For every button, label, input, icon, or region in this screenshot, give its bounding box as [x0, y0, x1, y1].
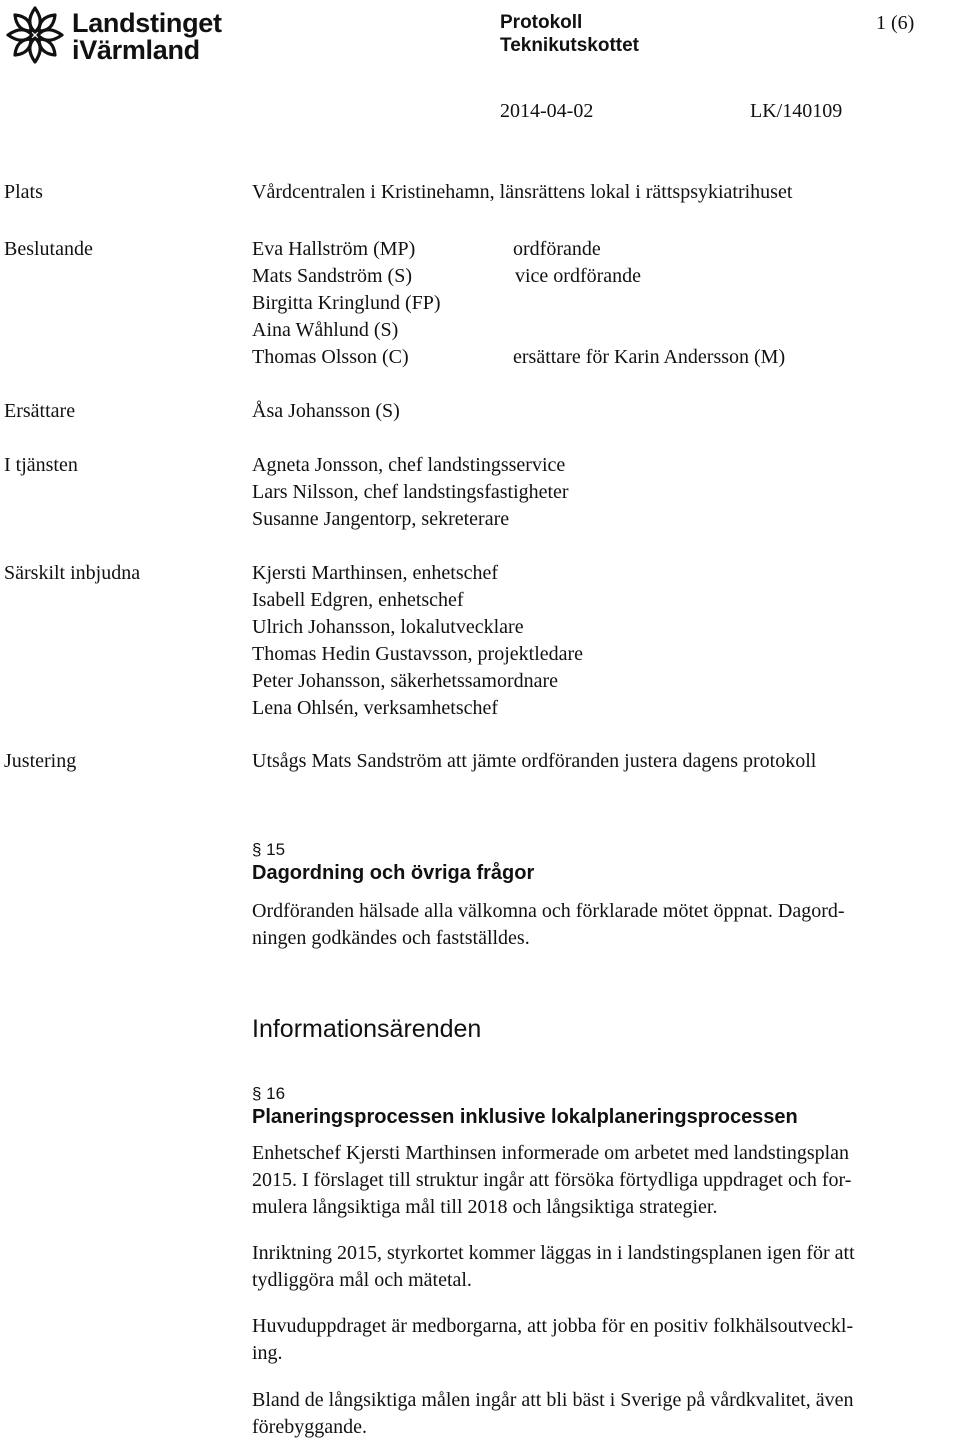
- document-type: Protokoll: [500, 12, 583, 33]
- beslutande-name: Birgitta Kringlund (FP): [252, 292, 441, 314]
- landstinget-logo: [4, 4, 234, 68]
- section-16-paragraph-2: [252, 1240, 958, 1294]
- sarskilt-item: Peter Johansson, säkerhetssamordnare: [252, 670, 559, 692]
- reference-number: LK/140109: [750, 100, 843, 122]
- section-16-paragraph-3: [252, 1313, 958, 1367]
- paragraph-line: ningen godkändes och fastställdes.: [252, 927, 530, 949]
- section-16-paragraph-4: [252, 1387, 958, 1441]
- informationsarenden-heading: Informationsärenden: [252, 1015, 482, 1043]
- paragraph-line: Ordföranden hälsade alla välkomna och förklarade mötet öppnat. Dagord-: [252, 900, 845, 922]
- section-15-number: § 15: [252, 840, 286, 859]
- ersattare-label: Ersättare: [4, 400, 76, 422]
- sarskilt-item: Lena Ohlsén, verksamhetschef: [252, 697, 499, 719]
- plats-value: Vårdcentralen i Kristinehamn, länsrättens lokal i rättspsykiatrihuset: [252, 181, 793, 203]
- justering-label: Justering: [4, 750, 77, 772]
- logo-text-line2: iVärmland: [72, 35, 200, 65]
- sarskilt-inbjudna-label: Särskilt inbjudna: [4, 562, 141, 584]
- section-16-number: § 16: [252, 1084, 286, 1103]
- ersattare-value: Åsa Johansson (S): [252, 400, 400, 422]
- plats-label: Plats: [4, 181, 43, 203]
- paragraph-line: Bland de långsiktiga målen ingår att bli bäst i Sverige på vårdkvalitet, även: [252, 1389, 854, 1411]
- beslutande-name: Aina Wåhlund (S): [252, 319, 399, 341]
- sarskilt-item: Kjersti Marthinsen, enhetschef: [252, 562, 499, 584]
- sarskilt-item: Thomas Hedin Gustavsson, projektledare: [252, 643, 584, 665]
- section-16-title: Planeringsprocessen inklusive lokalplaneringsprocessen: [252, 1106, 798, 1128]
- beslutande-label: Beslutande: [4, 238, 93, 260]
- sarskilt-item: Ulrich Johansson, lokalutvecklare: [252, 616, 524, 638]
- beslutande-role: ordförande: [513, 238, 601, 260]
- paragraph-line: tydliggöra mål och mätetal.: [252, 1269, 472, 1291]
- i-tjansten-item: Susanne Jangentorp, sekreterare: [252, 508, 510, 530]
- logo-text-line1: Landstinget: [72, 8, 222, 38]
- beslutande-name: Eva Hallström (MP): [252, 238, 416, 260]
- beslutande-name: Thomas Olsson (C): [252, 346, 409, 368]
- sarskilt-item: Isabell Edgren, enhetschef: [252, 589, 464, 611]
- paragraph-line: Huvuduppdraget är medborgarna, att jobba för en positiv folkhälsoutveckl-: [252, 1315, 854, 1337]
- section-15-paragraph: [252, 898, 958, 952]
- paragraph-line: Inriktning 2015, styrkortet kommer läggas in i landstingsplanen igen för att: [252, 1242, 855, 1264]
- committee-name: Teknikutskottet: [500, 35, 640, 56]
- i-tjansten-item: Lars Nilsson, chef landstingsfastigheter: [252, 481, 569, 503]
- paragraph-line: 2015. I förslaget till struktur ingår att försöka förtydliga uppdraget och for-: [252, 1169, 852, 1191]
- i-tjansten-label: I tjänsten: [4, 454, 78, 476]
- i-tjansten-item: Agneta Jonsson, chef landstingsservice: [252, 454, 566, 476]
- paragraph-line: förebyggande.: [252, 1416, 367, 1438]
- meeting-date: 2014-04-02: [500, 100, 594, 122]
- paragraph-line: ing.: [252, 1342, 283, 1364]
- section-15-title: Dagordning och övriga frågor: [252, 862, 535, 884]
- beslutande-role: ersättare för Karin Andersson (M): [513, 346, 786, 368]
- paragraph-line: mulera långsiktiga mål till 2018 och långsiktiga strategier.: [252, 1196, 718, 1218]
- page-number: 1 (6): [876, 12, 915, 34]
- snowflake-logo-icon: [4, 4, 66, 66]
- paragraph-line: Enhetschef Kjersti Marthinsen informerade om arbetet med landstingsplan: [252, 1142, 850, 1164]
- beslutande-name: Mats Sandström (S): [252, 265, 412, 287]
- justering-value: Utsågs Mats Sandström att jämte ordföranden justera dagens protokoll: [252, 750, 817, 772]
- section-16-paragraph-1: [252, 1140, 958, 1221]
- beslutande-role: vice ordförande: [515, 265, 642, 287]
